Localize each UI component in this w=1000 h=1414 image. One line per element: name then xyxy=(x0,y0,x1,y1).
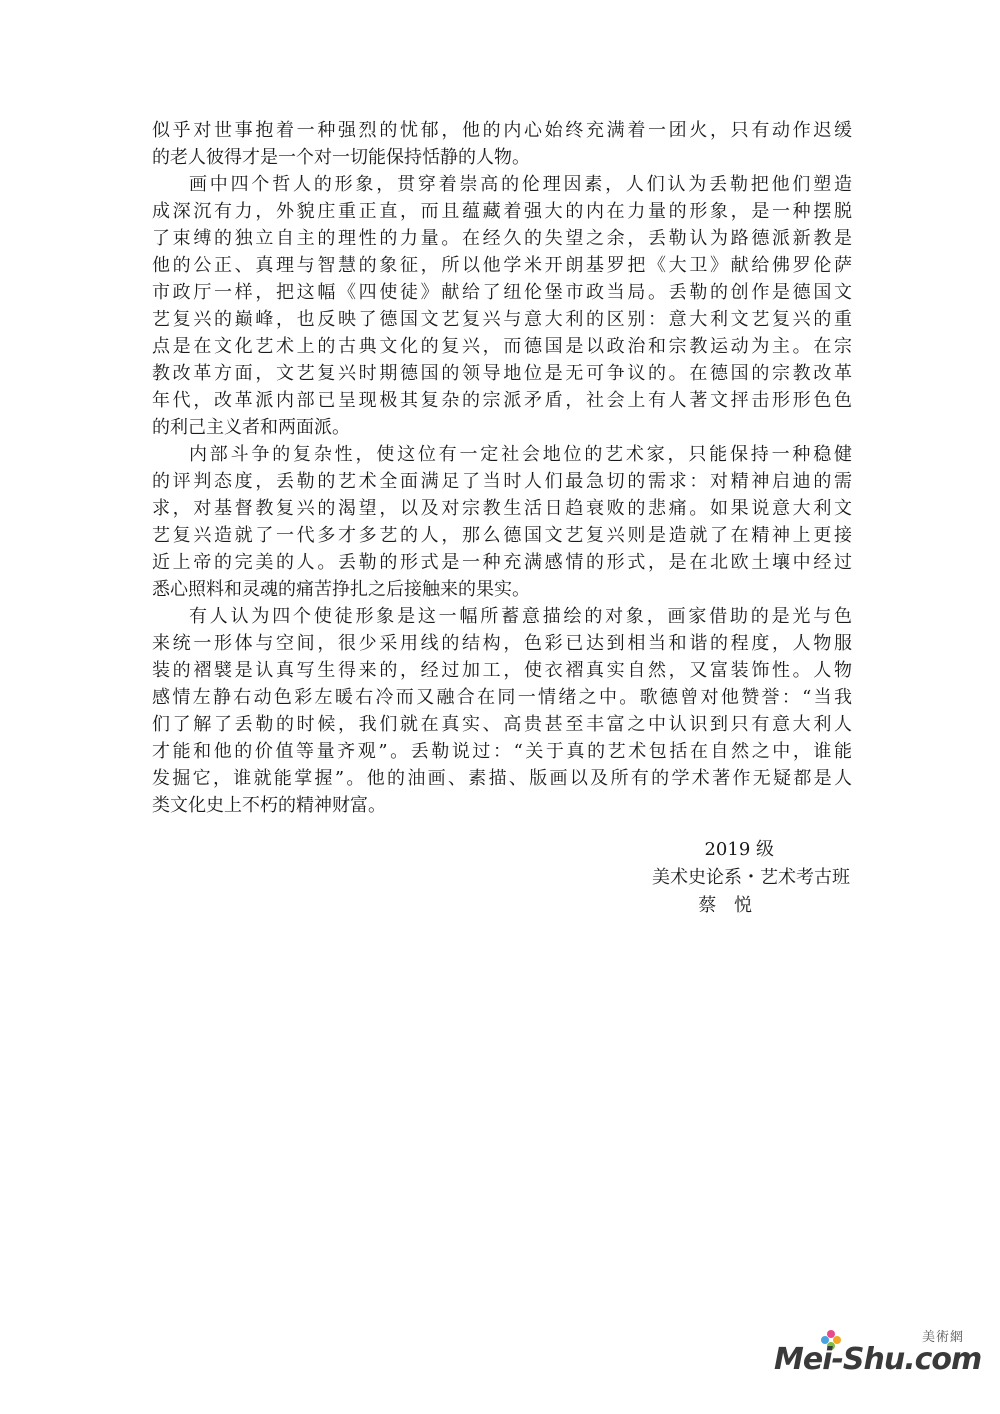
text-line: 内部斗争的复杂性，使这位有一定社会地位的艺术家，只能保持一种稳健 xyxy=(189,444,852,465)
text-line: 年代，改革派内部已呈现极其复杂的宗派矛盾，社会上有人著文抨击形形色色 xyxy=(152,390,852,411)
text-line: 求，对基督教复兴的渴望，以及对宗教生活日趋衰败的悲痛。如果说意大利文 xyxy=(152,498,852,519)
text-line: 艺复兴的巅峰，也反映了德国文艺复兴与意大利的区别：意大利文艺复兴的重 xyxy=(152,309,852,330)
text-line: 有人认为四个使徒形象是这一幅所蓄意描绘的对象，画家借助的是光与色 xyxy=(189,606,852,627)
signature-year: 2019 级 xyxy=(704,839,774,860)
text-line: 的评判态度，丢勒的艺术全面满足了当时人们最急切的需求：对精神启迪的需 xyxy=(152,471,852,492)
text-line: 画中四个哲人的形象，贯穿着崇高的伦理因素，人们认为丢勒把他们塑造 xyxy=(189,174,852,195)
text-line: 悉心照料和灵魂的痛苦挣扎之后接触来的果实。 xyxy=(152,579,530,600)
signature-name: 蔡 悦 xyxy=(698,895,758,916)
text-line: 来统一形体与空间，很少采用线的结构，色彩已达到相当和谐的程度，人物服 xyxy=(152,633,852,654)
text-line: 他的公正、真理与智慧的象征，所以他学米开朗基罗把《大卫》献给佛罗伦萨 xyxy=(152,255,852,276)
text-line: 装的褶襞是认真写生得来的，经过加工，使衣褶真实自然，又富装饰性。人物 xyxy=(152,660,852,681)
text-line: 成深沉有力，外貌庄重正直，而且蕴藏着强大的内在力量的形象，是一种摆脱 xyxy=(152,201,852,222)
text-line: 点是在文化艺术上的古典文化的复兴，而德国是以政治和宗教运动为主。在宗 xyxy=(152,336,852,357)
text-line: 的老人彼得才是一个对一切能保持恬静的人物。 xyxy=(152,147,530,168)
text-line: 才能和他的价值等量齐观”。丢勒说过：“关于真的艺术包括在自然之中，谁能 xyxy=(152,741,852,762)
text-line: 艺复兴造就了一代多才多艺的人，那么德国文艺复兴则是造就了在精神上更接 xyxy=(152,525,852,546)
text-line: 市政厅一样，把这幅《四使徒》献给了纽伦堡市政当局。丢勒的创作是德国文 xyxy=(152,282,852,303)
text-line: 似乎对世事抱着一种强烈的忧郁，他的内心始终充满着一团火，只有动作迟缓 xyxy=(152,120,852,141)
text-line: 近上帝的完美的人。丢勒的形式是一种充满感情的形式，是在北欧土壤中经过 xyxy=(152,552,852,573)
text-line: 的利己主义者和两面派。 xyxy=(152,417,350,438)
watermark-logo-text: Mei-Shu.com xyxy=(774,1342,982,1377)
text-line: 感情左静右动色彩左暖右冷而又融合在同一情绪之中。歌德曾对他赞誉：“当我 xyxy=(152,687,852,708)
essay-body xyxy=(152,117,852,819)
text-line: 类文化史上不朽的精神财富。 xyxy=(152,795,386,816)
site-watermark xyxy=(774,1330,982,1390)
text-line: 了束缚的独立自主的理性的力量。在经久的失望之余，丢勒认为路德派新教是 xyxy=(152,228,852,249)
watermark-chinese-text: 美術網 xyxy=(921,1330,964,1345)
flower-petal xyxy=(827,1330,835,1338)
text-line: 教改革方面，文艺复兴时期德国的领导地位是无可争议的。在德国的宗教改革 xyxy=(152,363,852,384)
signature-department: 美术史论系・艺术考古班 xyxy=(652,867,850,888)
signature-block xyxy=(590,836,850,920)
text-line: 们了解了丢勒的时候，我们就在真实、高贵甚至丰富之中认识到只有意大利人 xyxy=(152,714,852,735)
text-line: 发掘它，谁就能掌握”。他的油画、素描、版画以及所有的学术著作无疑都是人 xyxy=(152,768,852,789)
